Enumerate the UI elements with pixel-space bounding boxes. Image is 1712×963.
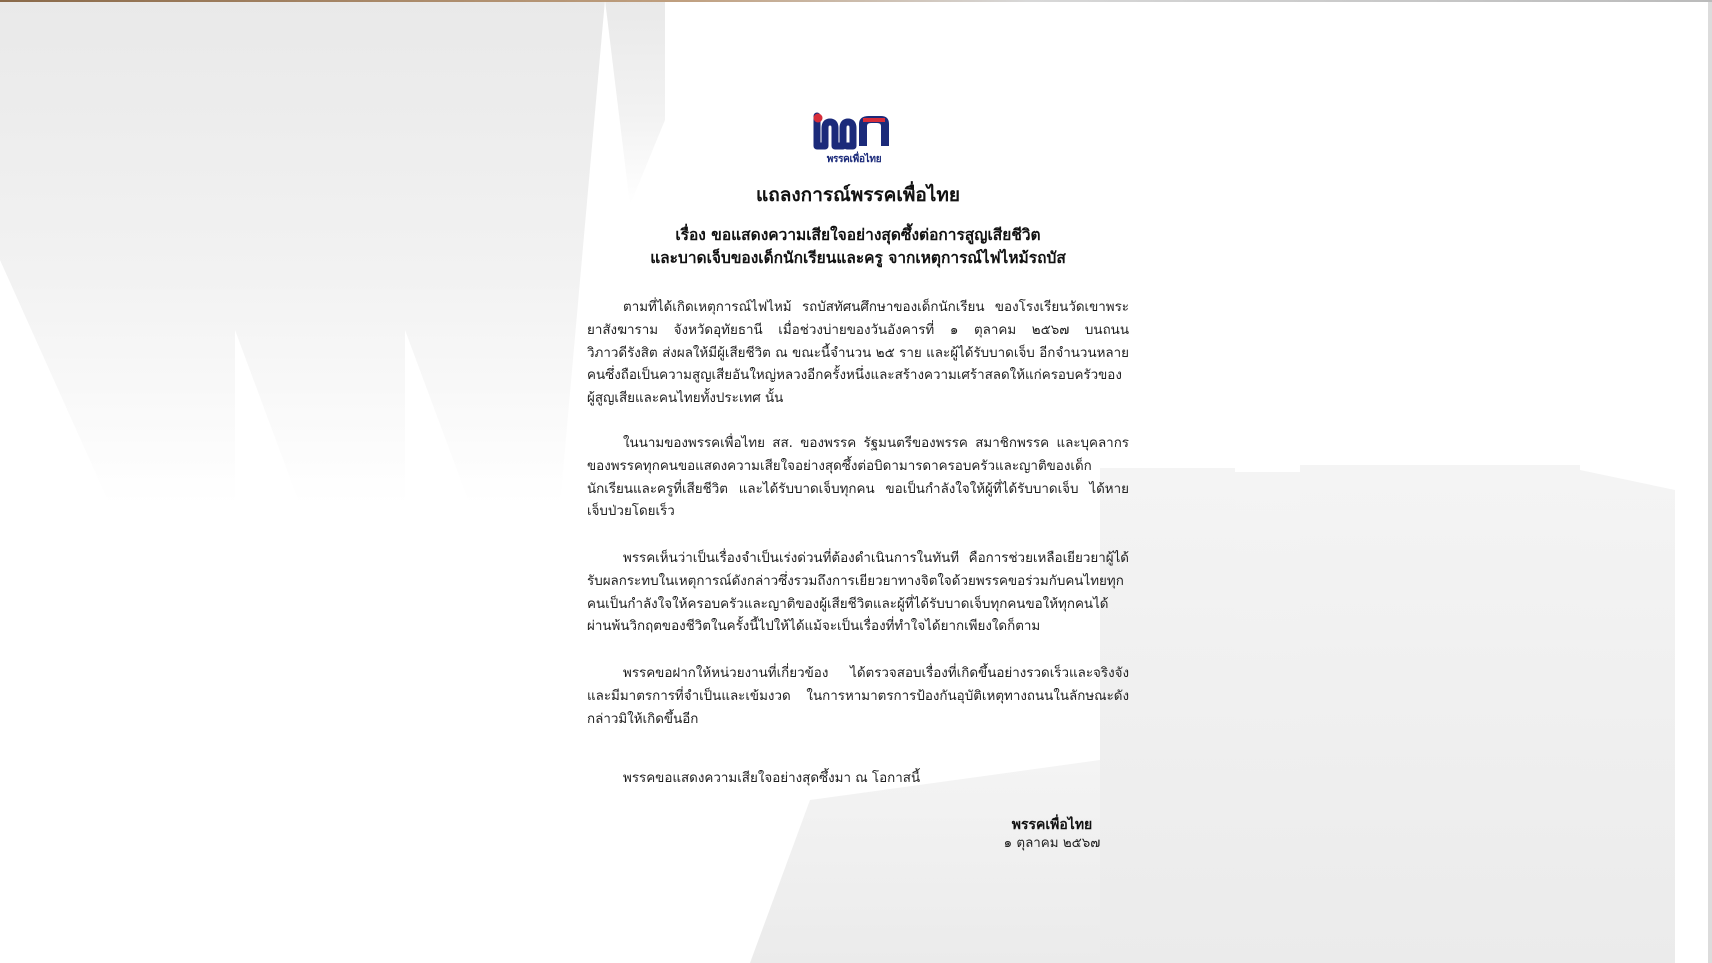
logo-bar-red xyxy=(863,118,885,122)
paragraph-3: พรรคเห็นว่าเป็นเรื่องจำเป็นเร่งด่วนที่ต้องดำเนินการในทันที คือการช่วยเหลือเยียวยาผู้ได้รับผลกระทบในเหตุการณ์ดังกล่าวซึ่งรวมถึงการเยียวยาทางจิตใจด้วยพรรคขอร่วมกับคนไทยทุกคนเป็นกำลังใจให้ครอบครัวและญาติของผู้เสียชีวิตและผู้ที่ได้รับบาดเจ็บทุกคนขอให้ทุกคนได้ผ่านพ้นวิกฤตของชีวิตในครั้งนี้ไปให้ได้แม้จะเป็นเรื่องที่ทำใจได้ยากเพียงใดก็ตาม xyxy=(587,551,1129,635)
signature-date: ๑ ตุลาคม ๒๕๖๗ xyxy=(1003,836,1101,851)
right-edge-frame xyxy=(1708,0,1712,963)
watermark-left-shapes xyxy=(0,0,665,505)
closing-sentence: พรรคขอแสดงความเสียใจอย่างสุดซึ้งมา ณ โอกาสนี้ xyxy=(623,771,921,786)
party-logo xyxy=(811,110,897,168)
logo-dot-left xyxy=(814,114,823,123)
logo-mark-icon xyxy=(811,110,897,154)
paragraph-4: พรรคขอฝากให้หน่วยงานที่เกี่ยวข้อง ได้ตรวจสอบเรื่องที่เกิดขึ้นอย่างรวดเร็วและจริงจังและมีมาตรการที่จำเป็นและเข้มงวด ในการหามาตรการป้องกันอุบัติเหตุทางถนนในลักษณะดังกล่าวมิให้เกิดขึ้นอีก xyxy=(587,666,1129,727)
paragraph-1: ตามที่ได้เกิดเหตุการณ์ไฟไหม้ รถบัสทัศนศึกษาของเด็กนักเรียน ของโรงเรียนวัดเขาพระยาสังฆาราม จังหวัดอุทัยธานี เมื่อช่วงบ่ายของวันอังคารที่ ๑ ตุลาคม ๒๕๖๗ บนถนนวิภาวดีรังสิต ส่งผลให้มีผู้เสียชีวิต ณ ขณะนี้จำนวน ๒๕ ราย และผู้ได้รับบาดเจ็บ อีกจำนวนหลายคนซึ่งถือเป็นความสูญเสียอันใหญ่หลวงอีกครั้งหนึ่งและสร้างความเศร้าสลดให้แก่ครอบครัวของผู้สูญเสียและคนไทยทั้งประเทศ นั้น xyxy=(587,300,1129,407)
signature-block xyxy=(987,815,1117,853)
subject-heading xyxy=(587,224,1129,270)
top-edge-strip xyxy=(0,0,1712,2)
page-title: แถลงการณ์พรรคเพื่อไทย xyxy=(756,184,960,206)
signature-name: พรรคเพื่อไทย xyxy=(1011,817,1093,833)
paragraph-2: ในนามของพรรคเพื่อไทย สส. ของพรรค รัฐมนตรีของพรรค สมาชิกพรรค และบุคลากรของพรรคทุกคนขอแสดงความเสียใจอย่างสุดซึ้งต่อบิดามารดาครอบครัวและญาติของเด็กนักเรียนและครูที่เสียชีวิต และได้รับบาดเจ็บทุกคน ขอเป็นกำลังใจให้ผู้ที่ได้รับบาดเจ็บ ได้หายเจ็บป่วยโดยเร็ว xyxy=(587,436,1129,520)
subject-line-1: เรื่อง ขอแสดงความเสียใจอย่างสุดซึ้งต่อการสูญเสียชีวิต xyxy=(675,226,1041,244)
logo-text: พรรคเพื่อไทย xyxy=(826,154,882,165)
subject-line-2: และบาดเจ็บของเด็กนักเรียนและครู จากเหตุการณ์ไฟไหม้รถบัส xyxy=(650,249,1066,267)
